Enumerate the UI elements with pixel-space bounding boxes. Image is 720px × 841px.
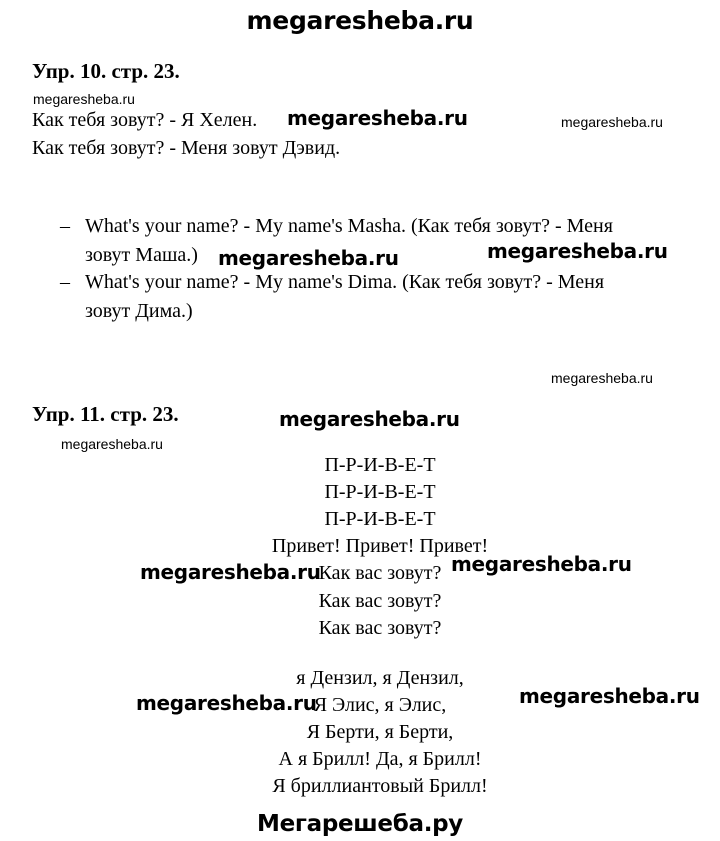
exercise-10-heading: Упр. 10. стр. 23.	[32, 59, 180, 83]
watermark: megaresheba.ru	[279, 407, 460, 431]
dialog-line-1: Как тебя зовут? - Я Хелен.	[32, 109, 258, 131]
exercise-11-heading: Упр. 11. стр. 23.	[32, 402, 179, 426]
poem-line: Как вас зовут?	[318, 617, 442, 639]
watermark: megaresheba.ru	[519, 684, 700, 708]
watermark: megaresheba.ru	[551, 370, 653, 386]
watermark: megaresheba.ru	[61, 436, 163, 452]
poem-line: Привет! Привет! Привет!	[271, 535, 489, 557]
poem-line: Я бриллиантовый Брилл!	[272, 775, 488, 797]
poem-line: Как вас зовут?	[318, 590, 442, 612]
bullet-2-line-2: зовут Дима.)	[85, 300, 193, 322]
poem-line: П-Р-И-В-Е-Т	[324, 454, 436, 476]
poem-line: А я Брилл! Да, я Брилл!	[278, 748, 482, 770]
watermark: megaresheba.ru	[287, 106, 468, 130]
poem-line: я Дензил, я Дензил,	[296, 667, 464, 689]
site-header-watermark: megaresheba.ru	[246, 6, 474, 35]
poem-line: П-Р-И-В-Е-Т	[324, 481, 436, 503]
watermark: megaresheba.ru	[218, 246, 399, 270]
watermark: megaresheba.ru	[33, 91, 135, 107]
bullet-1-line-1: What's your name? - My name's Masha. (Как тебя зовут? - Меня	[85, 215, 613, 237]
bullet-2-line-1: What's your name? - My name's Dima. (Как тебя зовут? - Меня	[85, 271, 605, 293]
bullet-marker: –	[60, 271, 70, 293]
watermark: megaresheba.ru	[140, 560, 321, 584]
poem-line: Как вас зовут?	[318, 562, 442, 584]
watermark: megaresheba.ru	[487, 239, 668, 263]
watermark: megaresheba.ru	[451, 552, 632, 576]
bullet-marker: –	[60, 215, 70, 237]
watermark: megaresheba.ru	[136, 691, 317, 715]
poem-line: Я Берти, я Берти,	[306, 721, 454, 743]
dialog-line-2: Как тебя зовут? - Меня зовут Дэвид.	[32, 137, 341, 159]
watermark: megaresheba.ru	[561, 114, 663, 130]
bullet-1-line-2: зовут Маша.)	[85, 244, 198, 266]
poem-line: Я Элис, я Элис,	[313, 694, 447, 716]
site-footer-watermark: Мегарешеба.ру	[257, 811, 463, 837]
poem-line: П-Р-И-В-Е-Т	[324, 508, 436, 530]
